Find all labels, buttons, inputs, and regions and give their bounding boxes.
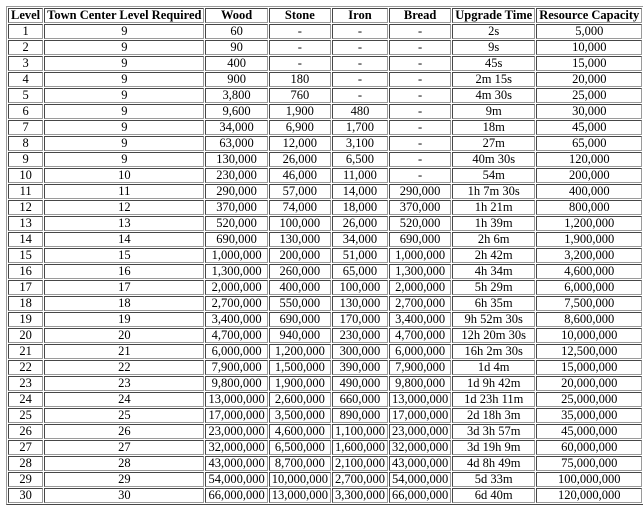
cell: 5h 29m bbox=[452, 280, 535, 295]
cell: 1h 39m bbox=[452, 216, 535, 231]
cell: 4,700,000 bbox=[389, 328, 451, 343]
cell: 9 bbox=[8, 152, 43, 167]
cell: 57,000 bbox=[269, 184, 331, 199]
cell: 10,000,000 bbox=[536, 328, 642, 343]
cell: 35,000,000 bbox=[536, 408, 642, 423]
column-header: Upgrade Time bbox=[452, 8, 535, 23]
cell: 100,000 bbox=[332, 280, 388, 295]
cell: 6,000,000 bbox=[205, 344, 267, 359]
cell: 10,000,000 bbox=[269, 472, 331, 487]
cell: 14,000 bbox=[332, 184, 388, 199]
cell: 690,000 bbox=[269, 312, 331, 327]
cell: 3,500,000 bbox=[269, 408, 331, 423]
cell: 66,000,000 bbox=[205, 488, 267, 503]
table-row bbox=[8, 408, 642, 423]
cell: 8 bbox=[8, 136, 43, 151]
cell: - bbox=[389, 56, 451, 71]
cell: 3,300,000 bbox=[332, 488, 388, 503]
table-row bbox=[8, 456, 642, 471]
cell: - bbox=[332, 72, 388, 87]
cell: 2,000,000 bbox=[389, 280, 451, 295]
cell: 6,900 bbox=[269, 120, 331, 135]
cell: 6h 35m bbox=[452, 296, 535, 311]
cell: 100,000 bbox=[269, 216, 331, 231]
cell: 22 bbox=[44, 360, 204, 375]
cell: - bbox=[269, 24, 331, 39]
cell: 23 bbox=[44, 376, 204, 391]
cell: 230,000 bbox=[205, 168, 267, 183]
cell: 4,600,000 bbox=[269, 424, 331, 439]
cell: 2h 6m bbox=[452, 232, 535, 247]
cell: 17,000,000 bbox=[205, 408, 267, 423]
cell: 15,000 bbox=[536, 56, 642, 71]
cell: 1,300,000 bbox=[205, 264, 267, 279]
cell: - bbox=[389, 72, 451, 87]
cell: 1,900 bbox=[269, 104, 331, 119]
cell: 15 bbox=[8, 248, 43, 263]
cell: 4d 8h 49m bbox=[452, 456, 535, 471]
cell: 10,000 bbox=[536, 40, 642, 55]
cell: 2,600,000 bbox=[269, 392, 331, 407]
cell: 30 bbox=[44, 488, 204, 503]
cell: 60 bbox=[205, 24, 267, 39]
cell: 90 bbox=[205, 40, 267, 55]
cell: 28 bbox=[8, 456, 43, 471]
cell: 1,600,000 bbox=[332, 440, 388, 455]
cell: - bbox=[332, 88, 388, 103]
cell: 400 bbox=[205, 56, 267, 71]
table-row bbox=[8, 136, 642, 151]
cell: 8,600,000 bbox=[536, 312, 642, 327]
cell: 6,500,000 bbox=[269, 440, 331, 455]
cell: 2,000,000 bbox=[205, 280, 267, 295]
cell: 15,000,000 bbox=[536, 360, 642, 375]
cell: 25,000,000 bbox=[536, 392, 642, 407]
cell: 14 bbox=[44, 232, 204, 247]
cell: 9 bbox=[44, 40, 204, 55]
table-row bbox=[8, 88, 642, 103]
table-row bbox=[8, 168, 642, 183]
table-row bbox=[8, 328, 642, 343]
cell: 25 bbox=[8, 408, 43, 423]
cell: 1,100,000 bbox=[332, 424, 388, 439]
cell: 13,000,000 bbox=[389, 392, 451, 407]
cell: 1,200,000 bbox=[269, 344, 331, 359]
cell: 16h 2m 30s bbox=[452, 344, 535, 359]
cell: 9h 52m 30s bbox=[452, 312, 535, 327]
table-row bbox=[8, 200, 642, 215]
cell: 9 bbox=[44, 136, 204, 151]
cell: 9s bbox=[452, 40, 535, 55]
cell: 74,000 bbox=[269, 200, 331, 215]
cell: 3,200,000 bbox=[536, 248, 642, 263]
table-row bbox=[8, 424, 642, 439]
table-row bbox=[8, 120, 642, 135]
cell: 4m 30s bbox=[452, 88, 535, 103]
cell: 13 bbox=[8, 216, 43, 231]
cell: 20 bbox=[44, 328, 204, 343]
cell: 45,000 bbox=[536, 120, 642, 135]
cell: 890,000 bbox=[332, 408, 388, 423]
cell: 5d 33m bbox=[452, 472, 535, 487]
cell: 1,500,000 bbox=[269, 360, 331, 375]
cell: 300,000 bbox=[332, 344, 388, 359]
cell: 170,000 bbox=[332, 312, 388, 327]
column-header: Town Center Level Required bbox=[44, 8, 204, 23]
cell: 34,000 bbox=[205, 120, 267, 135]
cell: 63,000 bbox=[205, 136, 267, 151]
cell: 5 bbox=[8, 88, 43, 103]
cell: 28 bbox=[44, 456, 204, 471]
cell: 9 bbox=[44, 152, 204, 167]
cell: 290,000 bbox=[389, 184, 451, 199]
table-row bbox=[8, 376, 642, 391]
cell: 12 bbox=[44, 200, 204, 215]
column-header: Wood bbox=[205, 8, 267, 23]
cell: 120,000,000 bbox=[536, 488, 642, 503]
cell: 9m bbox=[452, 104, 535, 119]
cell: 26,000 bbox=[332, 216, 388, 231]
table-row bbox=[8, 264, 642, 279]
cell: 32,000,000 bbox=[389, 440, 451, 455]
cell: 3d 3h 57m bbox=[452, 424, 535, 439]
table-row bbox=[8, 360, 642, 375]
table-row bbox=[8, 56, 642, 71]
cell: 390,000 bbox=[332, 360, 388, 375]
column-header: Resource Capacity bbox=[536, 8, 642, 23]
cell: 4,700,000 bbox=[205, 328, 267, 343]
cell: 7,900,000 bbox=[389, 360, 451, 375]
cell: 11,000 bbox=[332, 168, 388, 183]
cell: 130,000 bbox=[205, 152, 267, 167]
cell: 6d 40m bbox=[452, 488, 535, 503]
column-header: Iron bbox=[332, 8, 388, 23]
cell: 9 bbox=[44, 72, 204, 87]
cell: 1d 23h 11m bbox=[452, 392, 535, 407]
cell: 19 bbox=[44, 312, 204, 327]
cell: 75,000,000 bbox=[536, 456, 642, 471]
cell: 27 bbox=[8, 440, 43, 455]
cell: - bbox=[389, 104, 451, 119]
cell: 1,700 bbox=[332, 120, 388, 135]
cell: 23,000,000 bbox=[389, 424, 451, 439]
cell: - bbox=[389, 168, 451, 183]
cell: 7 bbox=[8, 120, 43, 135]
cell: 43,000,000 bbox=[389, 456, 451, 471]
column-header: Bread bbox=[389, 8, 451, 23]
cell: 1,000,000 bbox=[389, 248, 451, 263]
cell: 2m 15s bbox=[452, 72, 535, 87]
cell: 14 bbox=[8, 232, 43, 247]
cell: 29 bbox=[44, 472, 204, 487]
cell: 54,000,000 bbox=[389, 472, 451, 487]
cell: 26 bbox=[44, 424, 204, 439]
cell: 32,000,000 bbox=[205, 440, 267, 455]
cell: 20 bbox=[8, 328, 43, 343]
cell: 11 bbox=[44, 184, 204, 199]
table-body bbox=[8, 24, 642, 503]
cell: 65,000 bbox=[536, 136, 642, 151]
cell: 520,000 bbox=[205, 216, 267, 231]
cell: 130,000 bbox=[332, 296, 388, 311]
cell: 230,000 bbox=[332, 328, 388, 343]
cell: 25,000 bbox=[536, 88, 642, 103]
cell: 4 bbox=[8, 72, 43, 87]
cell: 1,900,000 bbox=[269, 376, 331, 391]
cell: 10 bbox=[44, 168, 204, 183]
cell: 290,000 bbox=[205, 184, 267, 199]
cell: 9 bbox=[44, 24, 204, 39]
cell: 520,000 bbox=[389, 216, 451, 231]
header-row bbox=[8, 8, 642, 23]
cell: 490,000 bbox=[332, 376, 388, 391]
cell: 940,000 bbox=[269, 328, 331, 343]
table-row bbox=[8, 152, 642, 167]
cell: 18m bbox=[452, 120, 535, 135]
cell: 6,500 bbox=[332, 152, 388, 167]
cell: 17 bbox=[44, 280, 204, 295]
table-row bbox=[8, 104, 642, 119]
cell: - bbox=[389, 40, 451, 55]
cell: 16 bbox=[8, 264, 43, 279]
cell: 66,000,000 bbox=[389, 488, 451, 503]
cell: - bbox=[332, 24, 388, 39]
cell: 10 bbox=[8, 168, 43, 183]
cell: 9,800,000 bbox=[205, 376, 267, 391]
cell: 1,200,000 bbox=[536, 216, 642, 231]
cell: - bbox=[389, 120, 451, 135]
cell: 3,400,000 bbox=[389, 312, 451, 327]
cell: - bbox=[332, 56, 388, 71]
cell: 17,000,000 bbox=[389, 408, 451, 423]
cell: 1,300,000 bbox=[389, 264, 451, 279]
cell: 3,800 bbox=[205, 88, 267, 103]
cell: 120,000 bbox=[536, 152, 642, 167]
cell: 54,000,000 bbox=[205, 472, 267, 487]
cell: 660,000 bbox=[332, 392, 388, 407]
cell: 12h 20m 30s bbox=[452, 328, 535, 343]
table-row bbox=[8, 392, 642, 407]
cell: 23,000,000 bbox=[205, 424, 267, 439]
cell: 9,800,000 bbox=[389, 376, 451, 391]
cell: 19 bbox=[8, 312, 43, 327]
cell: 17 bbox=[8, 280, 43, 295]
cell: 13,000,000 bbox=[205, 392, 267, 407]
cell: 130,000 bbox=[269, 232, 331, 247]
table-row bbox=[8, 216, 642, 231]
cell: 23 bbox=[8, 376, 43, 391]
cell: 45s bbox=[452, 56, 535, 71]
cell: 12,500,000 bbox=[536, 344, 642, 359]
cell: - bbox=[389, 152, 451, 167]
cell: 51,000 bbox=[332, 248, 388, 263]
cell: 20,000 bbox=[536, 72, 642, 87]
cell: 24 bbox=[44, 392, 204, 407]
cell: 400,000 bbox=[269, 280, 331, 295]
cell: 2 bbox=[8, 40, 43, 55]
table-row bbox=[8, 488, 642, 503]
cell: 1h 7m 30s bbox=[452, 184, 535, 199]
cell: 54m bbox=[452, 168, 535, 183]
column-header: Stone bbox=[269, 8, 331, 23]
cell: 15 bbox=[44, 248, 204, 263]
cell: 18 bbox=[44, 296, 204, 311]
cell: 2,700,000 bbox=[332, 472, 388, 487]
cell: 1,900,000 bbox=[536, 232, 642, 247]
table-row bbox=[8, 248, 642, 263]
cell: 2,100,000 bbox=[332, 456, 388, 471]
cell: 1h 21m bbox=[452, 200, 535, 215]
resource-requirements-table bbox=[6, 6, 643, 505]
cell: - bbox=[269, 40, 331, 55]
cell: - bbox=[389, 88, 451, 103]
cell: 21 bbox=[8, 344, 43, 359]
cell: 4,600,000 bbox=[536, 264, 642, 279]
cell: 18 bbox=[8, 296, 43, 311]
table-row bbox=[8, 72, 642, 87]
cell: - bbox=[332, 40, 388, 55]
cell: 13 bbox=[44, 216, 204, 231]
cell: 24 bbox=[8, 392, 43, 407]
table-row bbox=[8, 440, 642, 455]
table-row bbox=[8, 184, 642, 199]
cell: 7,900,000 bbox=[205, 360, 267, 375]
cell: 21 bbox=[44, 344, 204, 359]
cell: 40m 30s bbox=[452, 152, 535, 167]
cell: 3,100 bbox=[332, 136, 388, 151]
cell: 370,000 bbox=[389, 200, 451, 215]
cell: 13,000,000 bbox=[269, 488, 331, 503]
cell: 690,000 bbox=[205, 232, 267, 247]
cell: 22 bbox=[8, 360, 43, 375]
cell: 5,000 bbox=[536, 24, 642, 39]
cell: 480 bbox=[332, 104, 388, 119]
cell: 2h 42m bbox=[452, 248, 535, 263]
cell: 760 bbox=[269, 88, 331, 103]
table-row bbox=[8, 40, 642, 55]
cell: 9 bbox=[44, 104, 204, 119]
cell: 4h 34m bbox=[452, 264, 535, 279]
cell: 6 bbox=[8, 104, 43, 119]
cell: 27 bbox=[44, 440, 204, 455]
cell: - bbox=[389, 136, 451, 151]
cell: 11 bbox=[8, 184, 43, 199]
table-row bbox=[8, 312, 642, 327]
cell: 43,000,000 bbox=[205, 456, 267, 471]
cell: 400,000 bbox=[536, 184, 642, 199]
table-row bbox=[8, 280, 642, 295]
cell: 25 bbox=[44, 408, 204, 423]
cell: 16 bbox=[44, 264, 204, 279]
cell: 100,000,000 bbox=[536, 472, 642, 487]
cell: 260,000 bbox=[269, 264, 331, 279]
cell: 9,600 bbox=[205, 104, 267, 119]
cell: 550,000 bbox=[269, 296, 331, 311]
cell: 200,000 bbox=[269, 248, 331, 263]
cell: 8,700,000 bbox=[269, 456, 331, 471]
cell: 180 bbox=[269, 72, 331, 87]
table-row bbox=[8, 344, 642, 359]
cell: - bbox=[269, 56, 331, 71]
column-header: Level bbox=[8, 8, 43, 23]
cell: 2,700,000 bbox=[389, 296, 451, 311]
cell: 1d 9h 42m bbox=[452, 376, 535, 391]
cell: 6,000,000 bbox=[536, 280, 642, 295]
table-row bbox=[8, 472, 642, 487]
table-row bbox=[8, 24, 642, 39]
cell: 6,000,000 bbox=[389, 344, 451, 359]
cell: 60,000,000 bbox=[536, 440, 642, 455]
cell: 34,000 bbox=[332, 232, 388, 247]
cell: 12,000 bbox=[269, 136, 331, 151]
cell: 9 bbox=[44, 56, 204, 71]
cell: 370,000 bbox=[205, 200, 267, 215]
cell: 45,000,000 bbox=[536, 424, 642, 439]
cell: 20,000,000 bbox=[536, 376, 642, 391]
cell: 1d 4m bbox=[452, 360, 535, 375]
cell: 900 bbox=[205, 72, 267, 87]
cell: - bbox=[389, 24, 451, 39]
cell: 18,000 bbox=[332, 200, 388, 215]
cell: 3 bbox=[8, 56, 43, 71]
cell: 2d 18h 3m bbox=[452, 408, 535, 423]
cell: 1 bbox=[8, 24, 43, 39]
cell: 1,000,000 bbox=[205, 248, 267, 263]
cell: 65,000 bbox=[332, 264, 388, 279]
cell: 29 bbox=[8, 472, 43, 487]
cell: 46,000 bbox=[269, 168, 331, 183]
cell: 30,000 bbox=[536, 104, 642, 119]
cell: 200,000 bbox=[536, 168, 642, 183]
cell: 12 bbox=[8, 200, 43, 215]
cell: 26,000 bbox=[269, 152, 331, 167]
cell: 9 bbox=[44, 120, 204, 135]
cell: 3,400,000 bbox=[205, 312, 267, 327]
cell: 3d 19h 9m bbox=[452, 440, 535, 455]
cell: 26 bbox=[8, 424, 43, 439]
cell: 800,000 bbox=[536, 200, 642, 215]
cell: 2s bbox=[452, 24, 535, 39]
table-row bbox=[8, 232, 642, 247]
table-header bbox=[8, 8, 642, 23]
cell: 690,000 bbox=[389, 232, 451, 247]
cell: 27m bbox=[452, 136, 535, 151]
table-row bbox=[8, 296, 642, 311]
cell: 7,500,000 bbox=[536, 296, 642, 311]
cell: 2,700,000 bbox=[205, 296, 267, 311]
cell: 9 bbox=[44, 88, 204, 103]
cell: 30 bbox=[8, 488, 43, 503]
